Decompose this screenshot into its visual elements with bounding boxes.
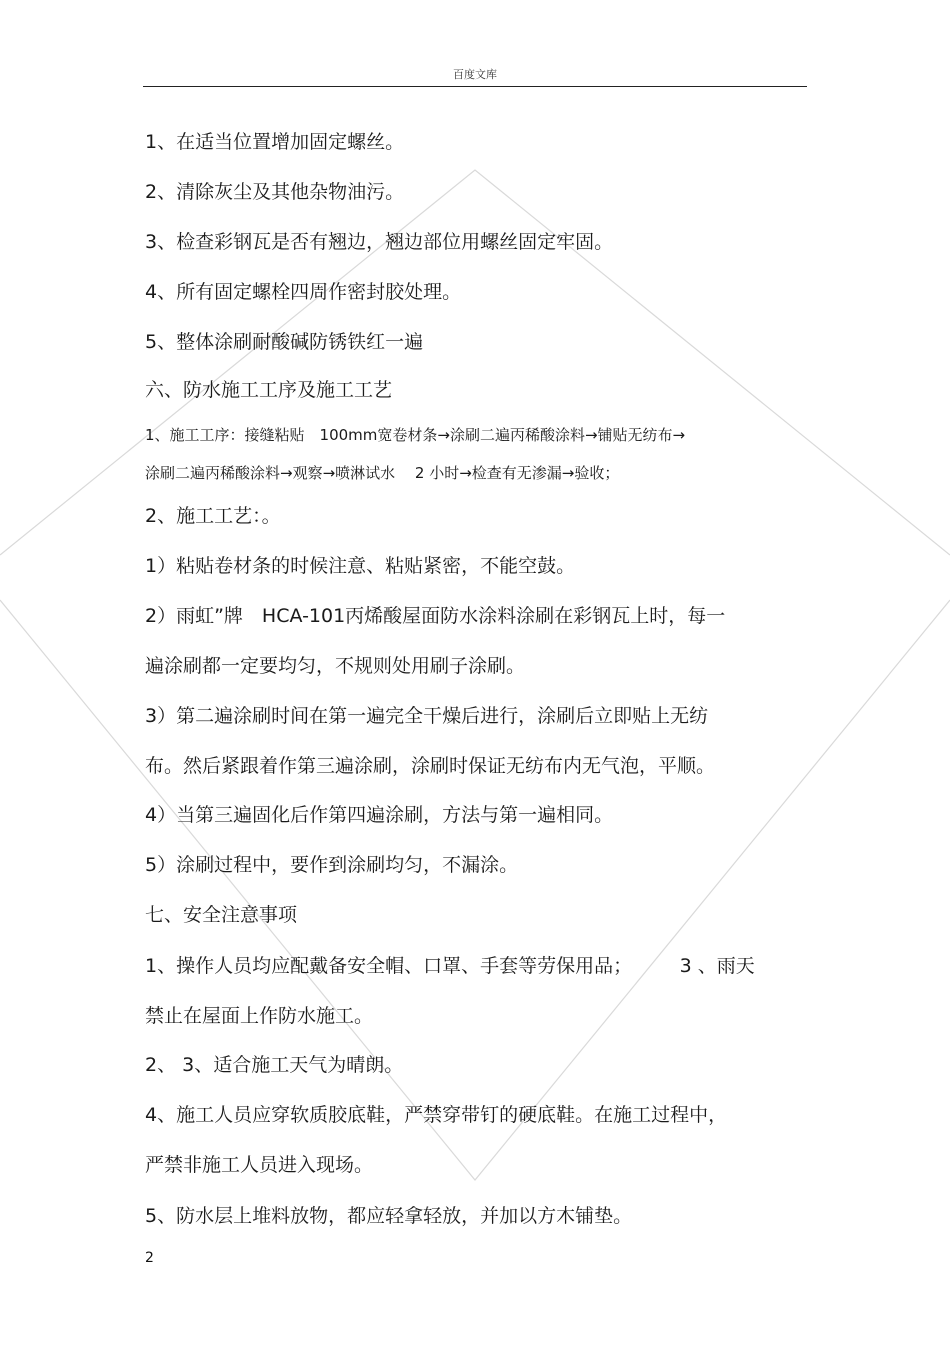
- text-line: 4、施工人员应穿软质胶底鞋，严禁穿带钉的硬底鞋。在施工过程中，: [145, 1104, 728, 1126]
- text-line: 2、清除灰尘及其他杂物油污。: [145, 181, 405, 203]
- text-line: 涂刷二遍丙稀酸涂料→观察→喷淋试水 2 小时→检查有无渗漏→验收；: [145, 464, 620, 482]
- header-title: 百度文库: [453, 68, 497, 81]
- text-line: 1、施工工序：接缝粘贴 100mm宽卷材条→涂刷二遍丙稀酸涂料→铺贴无纺布→: [145, 426, 686, 444]
- text-line: 2、施工工艺：。: [145, 505, 281, 527]
- text-line: 严禁非施工人员进入现场。: [145, 1154, 374, 1176]
- text-line: 禁止在屋面上作防水施工。: [145, 1005, 374, 1027]
- text-line: 1、在适当位置增加固定螺丝。: [145, 131, 405, 153]
- text-line: 3）第二遍涂刷时间在第一遍完全干燥后进行，涂刷后立即贴上无纺: [145, 705, 709, 727]
- text-line: 遍涂刷都一定要均匀，不规则处用刷子涂刷。: [145, 655, 526, 677]
- text-line: 2）雨虹”牌 HCA-101丙烯酸屋面防水涂料涂刷在彩钢瓦上时，每一: [145, 605, 726, 627]
- section-heading: 七、安全注意事项: [145, 904, 298, 926]
- text-line: 5）涂刷过程中，要作到涂刷均匀，不漏涂。: [145, 854, 519, 876]
- section-heading: 六、防水施工工序及施工工艺: [145, 379, 393, 401]
- text-line: 5、防水层上堆料放物，都应轻拿轻放，并加以方木铺垫。: [145, 1205, 633, 1227]
- text-line: 4）当第三遍固化后作第四遍涂刷，方法与第一遍相同。: [145, 804, 614, 826]
- text-line: 4、所有固定螺栓四周作密封胶处理。: [145, 281, 462, 303]
- text-line: 1、操作人员均应配戴备安全帽、口罩、手套等劳保用品； 3 、雨天: [145, 955, 755, 977]
- text-line: 3、检查彩钢瓦是否有翘边，翘边部位用螺丝固定牢固。: [145, 231, 614, 253]
- header-divider: [143, 86, 807, 87]
- text-line: 5、整体涂刷耐酸碱防锈铁红一遍: [145, 331, 424, 353]
- page-number: 2: [145, 1250, 154, 1266]
- text-line: 2、 3、适合施工天气为晴朗。: [145, 1054, 404, 1076]
- text-line: 1）粘贴卷材条的时候注意、粘贴紧密，不能空鼓。: [145, 555, 576, 577]
- text-line: 布。然后紧跟着作第三遍涂刷，涂刷时保证无纺布内无气泡，平顺。: [145, 755, 716, 777]
